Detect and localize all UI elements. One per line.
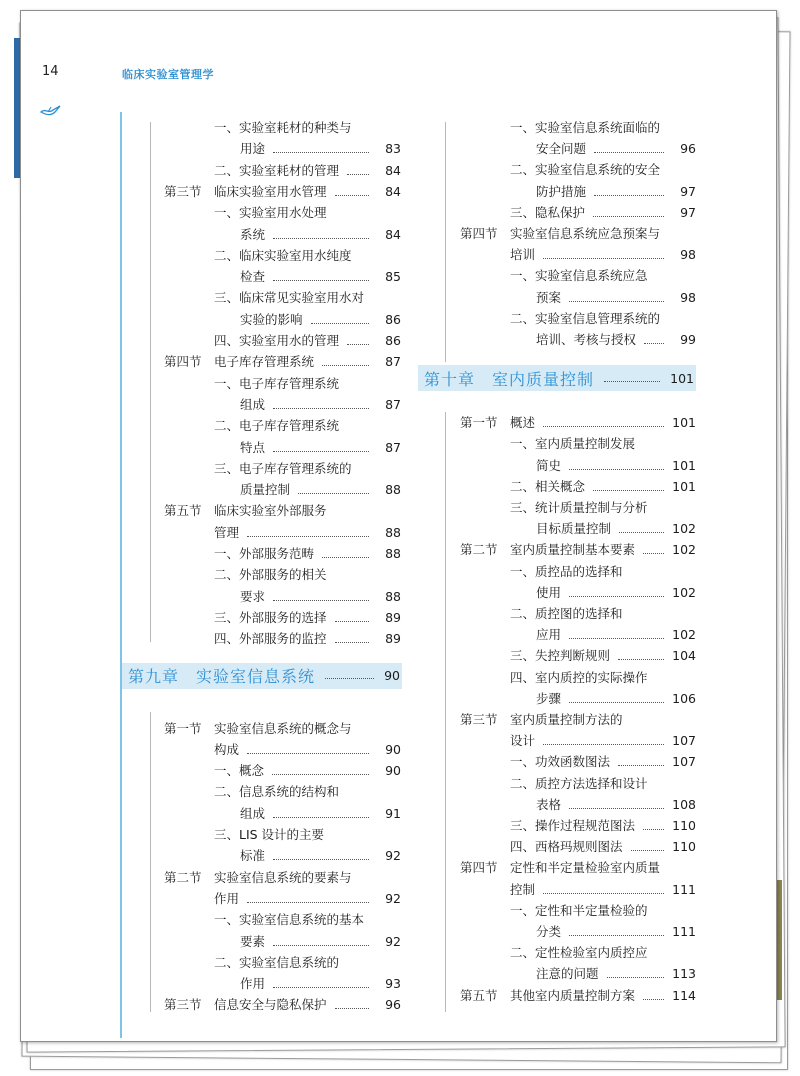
dot-leader [247, 536, 369, 537]
toc-entry[interactable] [418, 818, 696, 834]
entry-page: 89 [385, 609, 401, 625]
section-label: 第五节 [460, 987, 498, 1003]
entry-title: 特点 [240, 439, 266, 455]
toc-section[interactable] [122, 870, 401, 886]
entry-title: 步骤 [536, 690, 562, 706]
entry-title: 三、隐私保护 [510, 204, 586, 220]
dot-leader [335, 1008, 369, 1009]
entry-page: 96 [385, 997, 401, 1013]
dot-leader [335, 621, 369, 622]
dot-leader [322, 365, 369, 366]
entry-title: 二、电子库存管理系统 [214, 418, 340, 434]
entry-page: 86 [385, 311, 401, 327]
dot-leader [325, 678, 374, 679]
entry-title: 培训、考核与授权 [536, 332, 637, 347]
toc-section[interactable] [122, 742, 401, 758]
dot-leader [569, 935, 664, 936]
dot-leader [273, 451, 369, 452]
entry-page: 91 [385, 805, 401, 821]
toc-section[interactable] [418, 860, 696, 876]
entry-title: 三、LIS 设计的主要 [214, 827, 325, 842]
entry-title: 二、实验室信息系统的 [214, 954, 340, 970]
toc-entry[interactable] [122, 763, 401, 779]
dot-leader [594, 195, 664, 196]
entry-title: 三、临床常见实验室用水对 [214, 290, 365, 306]
entry-title: 二、信息系统的结构和 [214, 784, 340, 800]
entry-title: 检查 [240, 269, 266, 285]
dot-leader [543, 744, 664, 745]
section-label: 第四节 [164, 354, 202, 370]
dot-leader [298, 493, 369, 494]
entry-title: 二、实验室信息管理系统的 [510, 310, 661, 326]
toc-section[interactable] [418, 882, 696, 898]
toc-entry[interactable] [122, 784, 401, 800]
toc-entry[interactable] [122, 912, 401, 928]
dot-leader [543, 426, 664, 427]
entry-page: 92 [385, 848, 401, 864]
entry-title: 二、相关概念 [510, 478, 586, 494]
entry-page: 96 [680, 141, 696, 157]
dot-leader [619, 532, 664, 533]
entry-title: 二、定性检验室内质控应 [510, 945, 648, 961]
entry-page: 110 [672, 818, 696, 833]
entry-title: 二、实验室耗材的管理 [214, 162, 340, 178]
entry-title: 二、实验室信息系统的安全 [510, 162, 661, 178]
toc-entry[interactable] [418, 754, 696, 770]
entry-page: 88 [385, 482, 401, 498]
entry-page: 87 [385, 439, 401, 455]
entry-page: 87 [385, 354, 401, 370]
entry-title: 三、操作过程规范图法 [510, 818, 636, 833]
dot-leader [569, 638, 664, 639]
toc-entry[interactable] [122, 631, 401, 647]
toc-entry[interactable] [418, 648, 696, 664]
toc-entry[interactable] [122, 227, 401, 243]
chapter-title: 第九章 实验室信息系统 [128, 667, 316, 686]
toc-entry[interactable] [418, 479, 696, 495]
toc-entry[interactable] [122, 955, 401, 971]
dot-leader [569, 596, 664, 597]
page-number: 14 [42, 64, 59, 79]
toc-entry[interactable] [418, 585, 696, 601]
entry-title: 三、电子库存管理系统的 [214, 460, 352, 476]
entry-title: 实验室信息系统应急预案与 [510, 226, 661, 241]
toc-section[interactable] [122, 184, 401, 200]
entry-title: 应用 [536, 627, 562, 643]
entry-page: 102 [672, 584, 696, 600]
entry-page: 107 [672, 733, 696, 749]
chapter-heading[interactable] [122, 663, 402, 689]
dot-leader [273, 859, 369, 860]
toc-section[interactable] [122, 997, 401, 1013]
section-label: 第五节 [164, 503, 202, 519]
toc-entry[interactable] [418, 500, 696, 516]
entry-title: 目标质量控制 [536, 521, 612, 537]
entry-page: 92 [385, 933, 401, 949]
entry-title: 三、外部服务的选择 [214, 609, 327, 625]
dot-leader [631, 850, 664, 851]
toc-entry[interactable] [418, 120, 696, 136]
entry-page: 83 [385, 141, 401, 157]
toc-entry[interactable] [122, 248, 401, 264]
entry-page: 86 [385, 333, 401, 348]
entry-title: 要素 [240, 933, 266, 949]
toc-entry[interactable] [122, 418, 401, 434]
entry-title: 二、质控方法选择和设计 [510, 775, 648, 791]
section-label: 第一节 [164, 720, 202, 736]
toc-section[interactable] [418, 226, 696, 242]
dot-leader [594, 152, 664, 153]
dot-leader [569, 702, 664, 703]
entry-page: 113 [672, 966, 696, 982]
dot-leader [569, 808, 664, 809]
entry-page: 88 [385, 588, 401, 604]
toc-entry[interactable] [122, 397, 401, 413]
dot-leader [347, 174, 369, 175]
toc-entry[interactable] [122, 848, 401, 864]
entry-page: 93 [385, 976, 401, 992]
toc-entry[interactable] [122, 440, 401, 456]
section-label: 第二节 [460, 542, 498, 558]
dot-leader [543, 893, 664, 894]
entry-title: 二、临床实验室用水纯度 [214, 247, 352, 263]
entry-page: 89 [385, 631, 401, 647]
dot-leader [247, 902, 369, 903]
entry-title: 临床实验室用水管理 [214, 183, 327, 199]
entry-title: 一、实验室耗材的种类与 [214, 120, 352, 135]
dot-leader [273, 238, 369, 239]
entry-title: 一、实验室用水处理 [214, 205, 327, 221]
entry-title: 作用 [214, 890, 240, 906]
toc-entry[interactable] [418, 290, 696, 306]
toc-entry[interactable] [418, 945, 696, 961]
entry-title: 实验室信息系统的要素与 [214, 869, 352, 885]
entry-page: 101 [672, 457, 696, 473]
entry-title: 一、概念 [214, 763, 265, 779]
toc-section[interactable] [122, 503, 401, 519]
entry-page: 87 [385, 396, 401, 412]
toc-section[interactable] [122, 721, 401, 737]
entry-page: 111 [672, 881, 696, 897]
section-label: 第一节 [460, 415, 498, 431]
dot-leader [273, 280, 369, 281]
entry-title: 一、实验室信息系统应急 [510, 268, 648, 284]
dot-leader [311, 323, 369, 324]
entry-title: 质量控制 [240, 482, 291, 498]
entry-title: 构成 [214, 741, 240, 757]
toc-entry[interactable] [418, 966, 696, 982]
entry-title: 一、室内质量控制发展 [510, 436, 636, 452]
entry-page: 102 [672, 627, 696, 643]
toc-entry[interactable] [122, 976, 401, 992]
dot-leader [543, 258, 664, 259]
toc-entry[interactable] [418, 436, 696, 452]
entry-title: 电子库存管理系统 [214, 354, 315, 370]
toc-section[interactable] [122, 891, 401, 907]
toc-entry[interactable] [122, 806, 401, 822]
dot-leader [593, 216, 664, 217]
entry-title: 室内质量控制方法的 [510, 712, 623, 727]
toc-entry[interactable] [122, 589, 401, 605]
section-label: 第三节 [164, 997, 202, 1013]
entry-page: 114 [672, 987, 696, 1003]
entry-title: 一、实验室信息系统面临的 [510, 120, 661, 135]
dot-leader [335, 195, 369, 196]
entry-title: 室内质量控制基本要素 [510, 542, 636, 558]
toc-entry[interactable] [418, 184, 696, 200]
entry-page: 92 [385, 890, 401, 906]
dot-leader [347, 344, 369, 345]
dot-leader [569, 301, 664, 302]
entry-page: 101 [672, 478, 696, 494]
entry-title: 预案 [536, 289, 562, 305]
entry-title: 四、室内质控的实际操作 [510, 669, 648, 685]
entry-page: 90 [385, 763, 401, 779]
entry-title: 组成 [240, 396, 266, 412]
toc-entry[interactable] [418, 670, 696, 686]
toc-section[interactable] [122, 525, 401, 541]
section-label: 第二节 [164, 869, 202, 885]
toc-left-column [122, 116, 402, 1016]
toc-entry[interactable] [122, 333, 401, 349]
entry-page: 98 [680, 289, 696, 305]
entry-title: 一、质控品的选择和 [510, 563, 623, 579]
entry-page: 90 [385, 741, 401, 757]
entry-page: 98 [680, 247, 696, 263]
toc-section[interactable] [418, 712, 696, 728]
dot-leader [247, 753, 369, 754]
dot-leader [335, 642, 369, 643]
entry-title: 简史 [536, 457, 562, 473]
entry-title: 安全问题 [536, 141, 587, 157]
toc-entry[interactable] [418, 691, 696, 707]
entry-title: 一、外部服务范畴 [214, 546, 315, 561]
entry-title: 一、电子库存管理系统 [214, 375, 340, 391]
entry-title: 管理 [214, 524, 240, 540]
toc-entry[interactable] [418, 776, 696, 792]
entry-title: 概述 [510, 415, 536, 431]
entry-page: 101 [672, 415, 696, 431]
toc-entry[interactable] [418, 797, 696, 813]
chapter-page: 101 [670, 370, 694, 386]
toc-entry[interactable] [122, 312, 401, 328]
dot-leader [604, 381, 660, 382]
entry-page: 108 [672, 796, 696, 812]
entry-title: 实验的影响 [240, 311, 303, 327]
toc-entry[interactable] [122, 934, 401, 950]
chapter-title: 第十章 室内质量控制 [424, 369, 595, 389]
entry-page: 84 [385, 162, 401, 178]
toc-entry[interactable] [418, 268, 696, 284]
entry-title: 标准 [240, 848, 266, 864]
entry-title: 二、外部服务的相关 [214, 567, 327, 583]
toc-entry[interactable] [122, 482, 401, 498]
entry-page: 85 [385, 269, 401, 285]
entry-title: 二、质控图的选择和 [510, 606, 623, 621]
entry-title: 注意的问题 [536, 966, 599, 982]
entry-page: 106 [672, 690, 696, 706]
toc-entry[interactable] [122, 610, 401, 626]
entry-page: 88 [385, 546, 401, 561]
section-label: 第三节 [164, 183, 202, 199]
entry-page: 99 [680, 332, 696, 347]
toc-entry[interactable] [418, 903, 696, 919]
entry-title: 培训 [510, 247, 536, 263]
toc-entry[interactable] [418, 606, 696, 622]
dot-leader [272, 774, 369, 775]
dot-leader [273, 408, 369, 409]
chapter-heading[interactable] [418, 365, 696, 391]
toc-entry[interactable] [418, 564, 696, 580]
toc-entry[interactable] [122, 120, 401, 136]
dot-leader [273, 152, 369, 153]
entry-title: 临床实验室外部服务 [214, 503, 327, 519]
toc-entry[interactable] [418, 627, 696, 643]
dot-leader [643, 999, 664, 1000]
toc-entry[interactable] [122, 546, 401, 562]
entry-title: 控制 [510, 881, 536, 897]
toc-entry[interactable] [418, 311, 696, 327]
section-label: 第四节 [460, 226, 498, 241]
entry-title: 系统 [240, 226, 266, 242]
entry-page: 97 [680, 183, 696, 199]
dot-leader [273, 987, 369, 988]
dot-leader [644, 343, 664, 344]
entry-title: 一、实验室信息系统的基本 [214, 912, 365, 928]
entry-title: 作用 [240, 976, 266, 992]
entry-title: 用途 [240, 141, 266, 157]
dot-leader [273, 817, 369, 818]
entry-title: 分类 [536, 924, 562, 939]
entry-page: 104 [672, 648, 696, 664]
toc-right-column [418, 116, 698, 1016]
toc-section[interactable] [418, 733, 696, 749]
entry-title: 设计 [510, 733, 536, 749]
toc-entry[interactable] [122, 163, 401, 179]
book-title: 临床实验室管理学 [122, 68, 214, 81]
entry-title: 四、西格玛规则图法 [510, 839, 623, 855]
dot-leader [643, 553, 664, 554]
entry-page: 111 [672, 924, 696, 939]
entry-title: 表格 [536, 796, 562, 812]
toc-entry[interactable] [418, 162, 696, 178]
toc-entry[interactable] [122, 567, 401, 583]
chapter-page: 90 [384, 668, 400, 683]
toc-entry[interactable] [122, 269, 401, 285]
toc-entry[interactable] [122, 376, 401, 392]
entry-title: 三、失控判断规则 [510, 648, 611, 664]
dot-leader [618, 659, 664, 660]
entry-page: 107 [672, 754, 696, 770]
toc-section[interactable] [418, 247, 696, 263]
dot-leader [643, 829, 664, 830]
entry-title: 定性和半定量检验室内质量 [510, 860, 661, 876]
entry-title: 其他室内质量控制方案 [510, 987, 636, 1003]
entry-title: 使用 [536, 584, 562, 600]
dot-leader [607, 977, 664, 978]
toc-entry[interactable] [418, 332, 696, 348]
toc-entry[interactable] [418, 141, 696, 157]
dot-leader [593, 490, 664, 491]
section-label: 第四节 [460, 860, 498, 876]
entry-title: 四、实验室用水的管理 [214, 333, 340, 348]
toc-entry[interactable] [122, 827, 401, 843]
dot-leader [569, 469, 664, 470]
entry-page: 88 [385, 524, 401, 540]
toc-entry[interactable] [418, 521, 696, 537]
toc-entry[interactable] [122, 141, 401, 157]
entry-title: 防护措施 [536, 183, 587, 199]
dot-leader [322, 557, 369, 558]
entry-page: 84 [385, 226, 401, 242]
toc-section[interactable] [418, 415, 696, 431]
entry-page: 97 [680, 204, 696, 220]
toc-entry[interactable] [122, 290, 401, 306]
toc-entry[interactable] [418, 458, 696, 474]
section-label: 第三节 [460, 712, 498, 727]
dot-leader [273, 600, 369, 601]
entry-title: 一、功效函数图法 [510, 754, 611, 770]
toc-section[interactable] [418, 542, 696, 558]
toc-entry[interactable] [122, 461, 401, 477]
toc-entry[interactable] [418, 205, 696, 221]
dot-leader [273, 945, 369, 946]
entry-page: 102 [672, 521, 696, 537]
toc-entry[interactable] [418, 924, 696, 940]
toc-section[interactable] [418, 988, 696, 1004]
entry-title: 组成 [240, 805, 266, 821]
entry-title: 一、定性和半定量检验的 [510, 902, 648, 918]
toc-section[interactable] [122, 354, 401, 370]
entry-title: 实验室信息系统的概念与 [214, 720, 352, 736]
entry-title: 信息安全与隐私保护 [214, 997, 327, 1013]
toc-entry[interactable] [122, 205, 401, 221]
toc-entry[interactable] [418, 839, 696, 855]
entry-title: 四、外部服务的监控 [214, 631, 327, 647]
bird-icon [40, 102, 62, 118]
entry-title: 三、统计质量控制与分析 [510, 500, 648, 515]
entry-page: 102 [672, 542, 696, 558]
entry-title: 要求 [240, 588, 266, 604]
dot-leader [618, 765, 664, 766]
entry-page: 84 [385, 183, 401, 199]
entry-page: 110 [672, 839, 696, 855]
